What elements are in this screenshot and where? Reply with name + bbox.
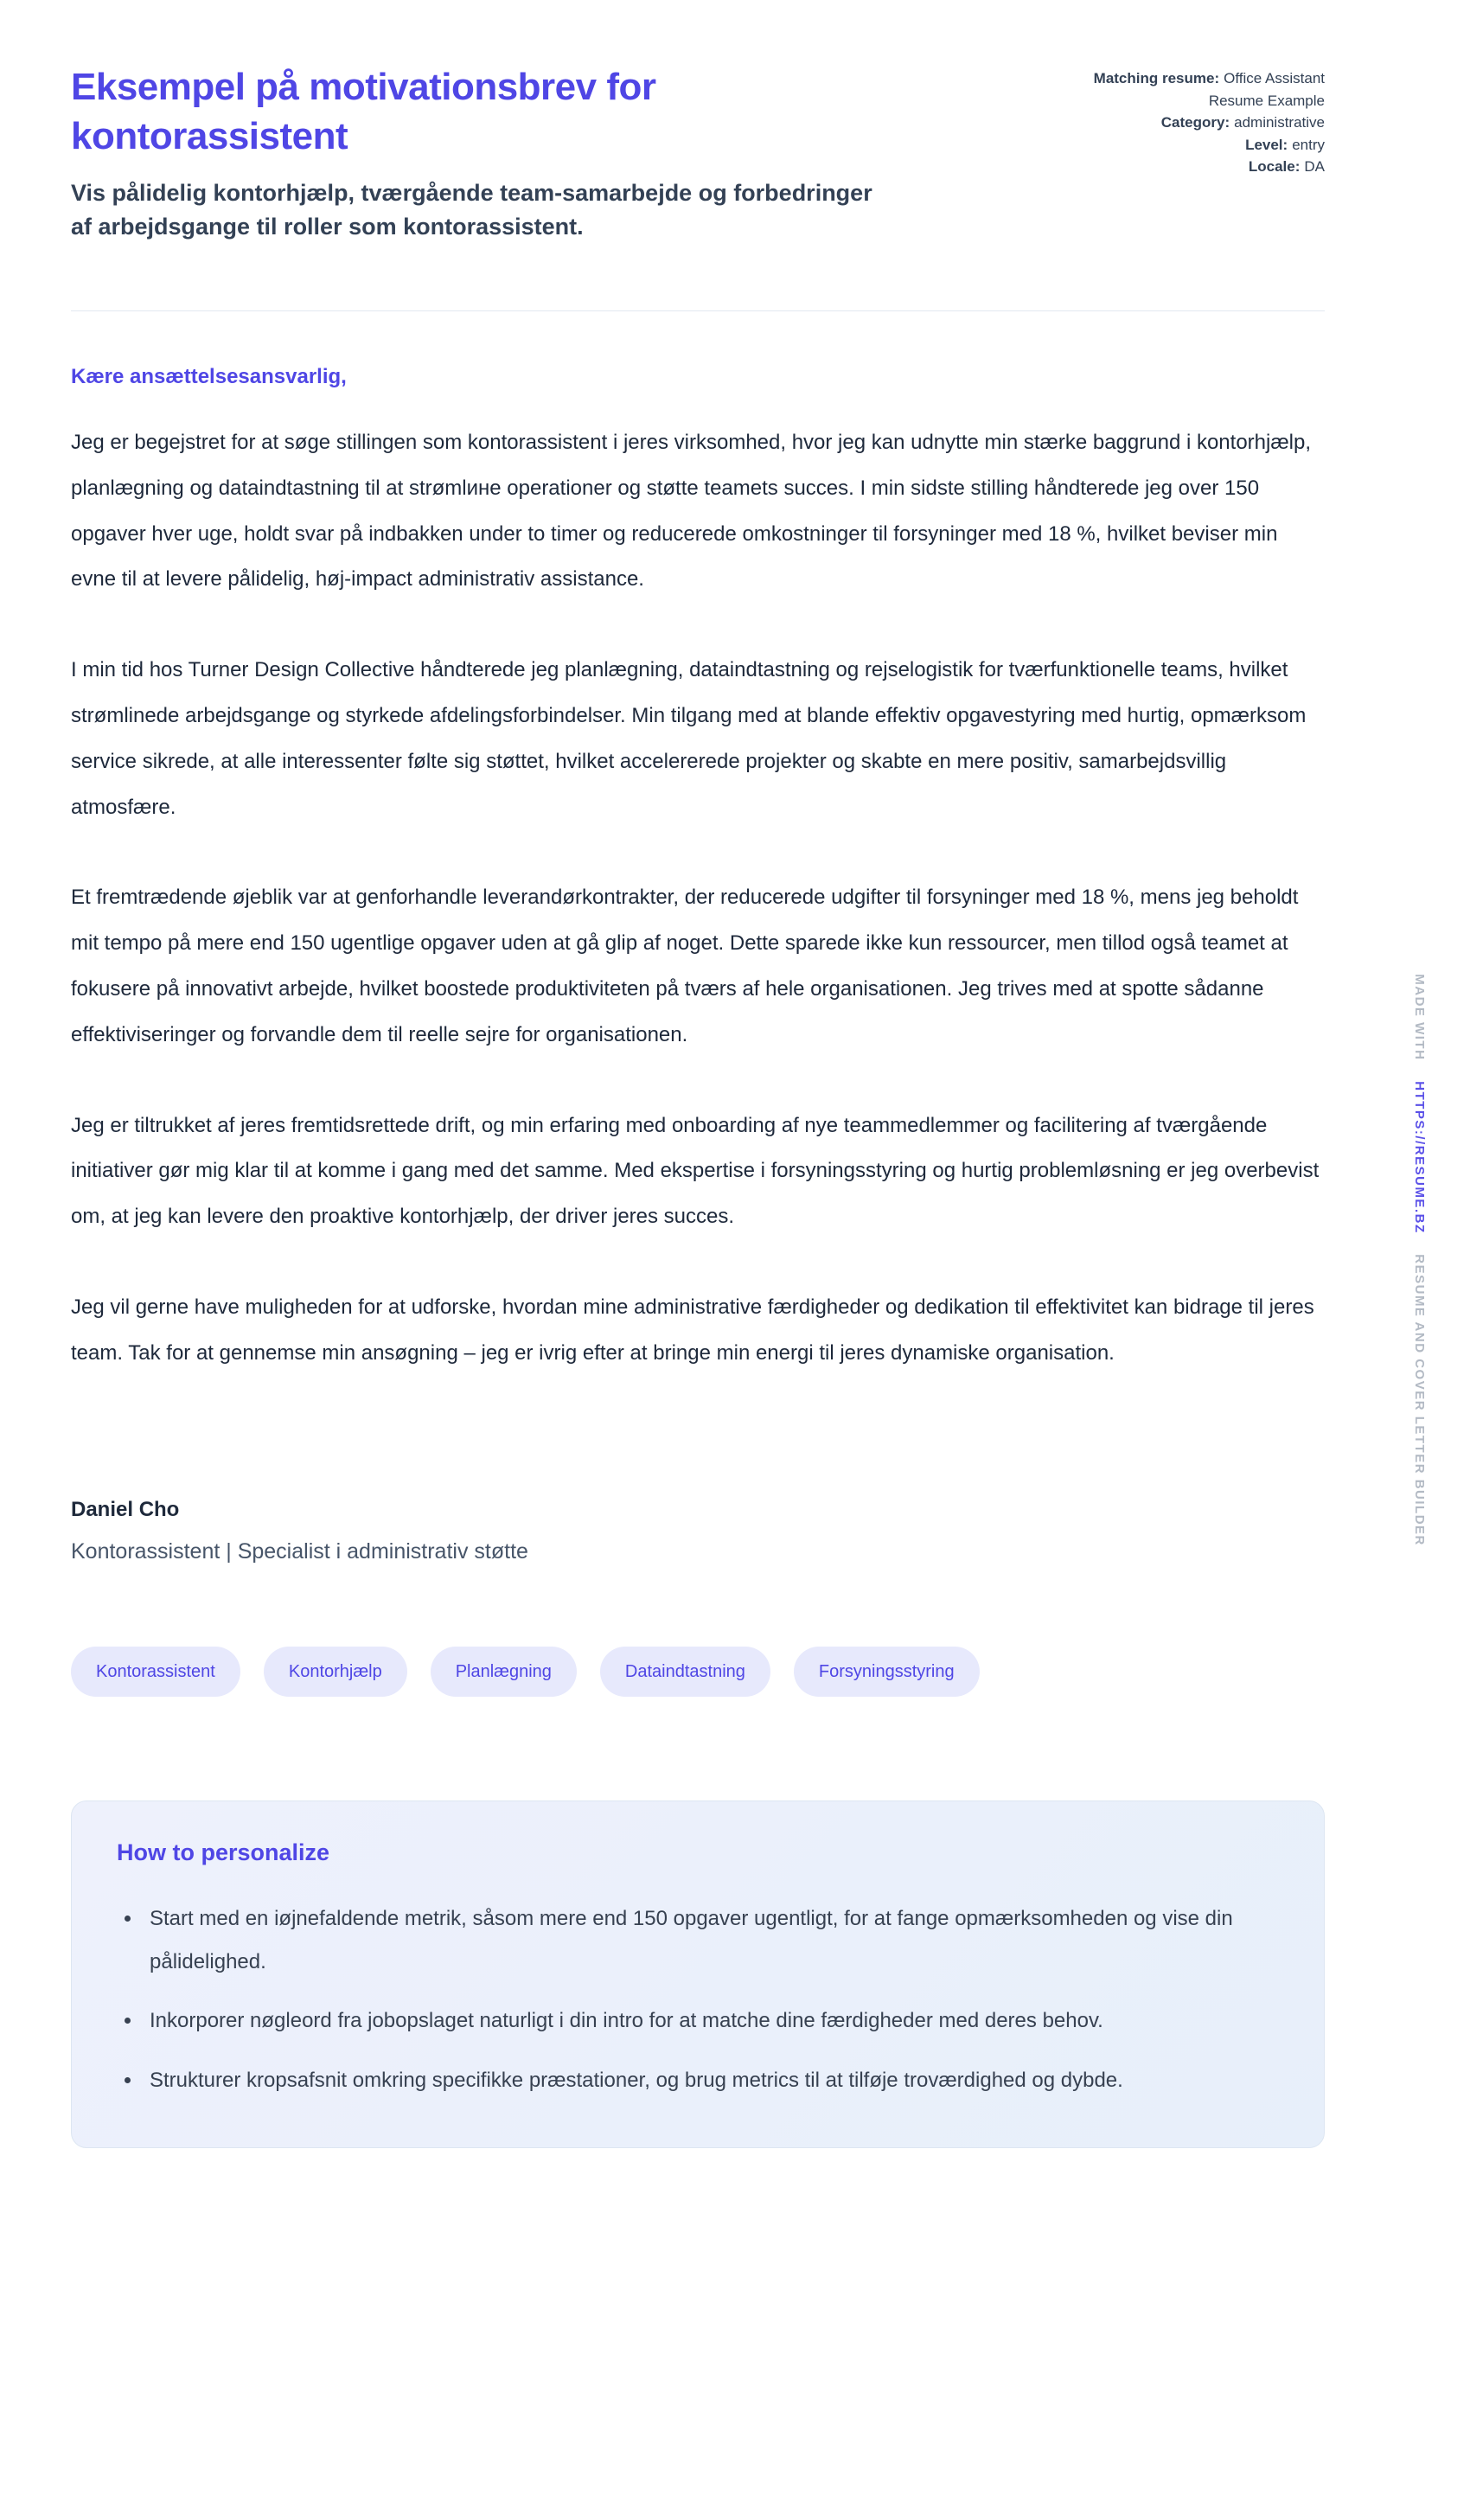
meta-value: administrative bbox=[1234, 114, 1325, 131]
meta-level bbox=[1078, 134, 1325, 157]
letter-paragraph: I min tid hos Turner Design Collective håndterede jeg planlægning, dataindtastning og rejselogistik for tværfunktionelle teams, hvilket strømlinede arbejdsgange og styrkede afdelingsforbindelser. Min tilgang med at blande effektiv opgavestyring med hurtig, opmærksom service sikrede, at alle interessenter følte sig støttet, hvilket accelererede projekter og skabte en mere positiv, samarbejdsvillig atmosfære. bbox=[71, 658, 1307, 819]
meta-value: entry bbox=[1292, 136, 1325, 153]
letter-paragraph: Jeg er tiltrukket af jeres fremtidsrettede drift, og min erfaring med onboarding af nye teammedlemmer og facilitering af tværgående initiativer gør mig klar til at komme i gang med det samme. Med ekspertise i forsyningsstyring og hurtig problemløsning er jeg overbevist om, at jeg kan levere den proaktive kontorhjælp, der driver jeres succes. bbox=[71, 1113, 1320, 1229]
resume-bz-link[interactable]: HTTPS://RESUME.BZ bbox=[1412, 1081, 1427, 1234]
letter-paragraph: Jeg er begejstret for at søge stillingen som kontorassistent i jeres virksomhed, hvor jeg kan udnytte min stærke baggrund i kontorhjælp, planlægning og dataindtastning til at strømlине operationer og støtte teamets succes. I min sidste stilling håndterede jeg over 150 opgaver hver uge, holdt svar på indbakken under to timer og reducerede omkostninger til forsyninger med 18 %, hvilket beviser min evne til at levere pålidelig, høj-impact administrativ assistance. bbox=[71, 431, 1312, 592]
meta-matching-resume bbox=[1078, 67, 1325, 112]
meta-label: Matching resume: bbox=[1093, 70, 1220, 86]
meta-label: Category: bbox=[1160, 114, 1230, 131]
letter-paragraph: Et fremtrædende øjeblik var at genforhandle leverandørkontrakter, der reducerede udgifter til forsyninger med 18 %, mens jeg beholdt mit tempo på mere end 150 ugentlige opgaver uden at gå glip af noget. Dette sparede ikke kun ressourcer, men tillod også teamet at fokusere på innovativt arbejde, hvilket boostede produktiviteten på tværs af hele organisationen. Jeg trives med at spotte sådanne effektiviseringer og forvandle dem til reelle sejre for organisationen. bbox=[71, 886, 1299, 1046]
title-block bbox=[71, 62, 1078, 243]
personalize-bullet: • Start med en iøjnefaldende metrik, såsom mere end 150 opgaver ugentligt, for at fange opmærksomheden og vise din pålidelighed. bbox=[143, 1897, 1275, 1985]
letter-greeting: Kære ansættelsesansvarlig, bbox=[71, 365, 347, 389]
header-divider bbox=[71, 310, 1325, 311]
made-with-watermark bbox=[1412, 974, 1427, 1545]
personalize-bullet: • Strukturer kropsafsnit omkring specifikke præstationer, og brug metrics til at tilføje troværdighed og dybde. bbox=[143, 2059, 1275, 2102]
page-subtitle: Vis pålidelig kontorhjælp, tværgående team-samarbejde og forbedringer af arbejdsgange til roller som kontorassistent. bbox=[71, 180, 872, 240]
tag-forsyningsstyring: Forsyningsstyring bbox=[794, 1647, 980, 1697]
personalize-bullet: • Inkorporer nøgleord fra jobopslaget naturligt i din intro for at matche dine færdigheder med deres behov. bbox=[143, 1999, 1275, 2043]
meta-label: Locale: bbox=[1248, 158, 1301, 175]
cover-letter-body bbox=[71, 365, 1325, 1564]
signature-role: Kontorassistent | Specialist i administrativ støtte bbox=[71, 1538, 528, 1564]
personalize-box bbox=[71, 1800, 1325, 2149]
tag-dataindtastning: Dataindtastning bbox=[600, 1647, 770, 1697]
meta-category bbox=[1078, 112, 1325, 134]
meta-value: Office Assistant Resume Example bbox=[1208, 70, 1325, 109]
main-content bbox=[71, 0, 1325, 2148]
signature-name: Daniel Cho bbox=[71, 1497, 180, 1521]
tag-kontorassistent: Kontorassistent bbox=[71, 1647, 240, 1697]
tag-list bbox=[71, 1647, 1325, 1697]
tag-kontorhjaelp: Kontorhjælp bbox=[264, 1647, 407, 1697]
tag-planlaegning: Planlægning bbox=[431, 1647, 577, 1697]
letter-paragraph: Jeg vil gerne have muligheden for at udforske, hvordan mine administrative færdigheder og dedikation til effektivitet kan bidrage til jeres team. Tak for at gennemse min ansøgning – jeg er ivrig efter at bringe min energi til jeres dynamiske organisation. bbox=[71, 1295, 1314, 1365]
watermark-suffix: RESUME AND COVER LETTER BUILDER bbox=[1412, 1254, 1427, 1546]
page-title: Eksempel på motivationsbrev for kontorassistent bbox=[71, 66, 656, 158]
meta-label: Level: bbox=[1245, 136, 1288, 153]
meta-value: DA bbox=[1304, 158, 1325, 175]
personalize-list bbox=[117, 1897, 1275, 2103]
personalize-title: How to personalize bbox=[117, 1839, 330, 1865]
meta-block bbox=[1078, 67, 1325, 178]
meta-locale bbox=[1078, 156, 1325, 178]
header bbox=[71, 62, 1325, 243]
watermark-prefix: MADE WITH bbox=[1412, 974, 1427, 1061]
